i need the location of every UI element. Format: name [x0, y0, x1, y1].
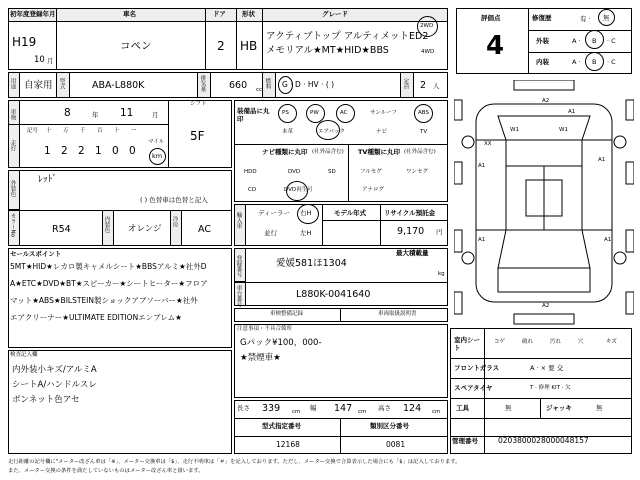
diag-a1-tl: A1	[568, 109, 576, 115]
note-line: ★禁煙車★	[240, 353, 281, 363]
interior-item: キズ	[606, 339, 617, 345]
navi-item: DVD再生可	[284, 187, 313, 193]
drive-2wd: 2WD	[420, 23, 434, 29]
ac-label: 冷房	[171, 216, 178, 227]
int-grade-b: B	[592, 58, 597, 66]
spare-label: スペアタイヤ	[454, 384, 493, 392]
plate-label: 登録番号	[235, 255, 242, 277]
hei-label: 高さ	[378, 404, 391, 412]
score-value: 4	[486, 31, 505, 61]
import-right: 右H	[300, 209, 312, 217]
digit-head: 一	[131, 128, 137, 134]
tool-label: 工具	[456, 404, 469, 412]
navi-dvd-circle	[286, 181, 308, 201]
km-unit: km	[152, 152, 163, 160]
car-diagram	[454, 80, 634, 326]
jack-value: 無	[596, 404, 603, 412]
class-value: 0081	[386, 440, 406, 449]
row2-table	[8, 72, 448, 98]
recycle-label: リサイクル預託金	[384, 209, 436, 217]
plate-value: 愛媛581ほ1304	[276, 258, 347, 269]
ext-grade-c: · C	[607, 37, 616, 45]
inspector-line: ボンネット色アセ	[12, 395, 80, 405]
odometer-digit: 2	[61, 145, 68, 157]
grade-label: グレード	[322, 10, 348, 18]
tv-item: アナログ	[362, 187, 385, 193]
digit-head: 万	[63, 128, 69, 134]
inspector-line: シートA/ハンドルスレ	[12, 380, 97, 390]
inspect-month-unit: 月	[152, 111, 159, 119]
diag-a1-bl: A1	[478, 237, 486, 243]
equip-item: ナビ	[376, 129, 388, 135]
recycle-unit: 円	[436, 228, 443, 236]
inspect-year-unit: 年	[92, 111, 99, 119]
interior-item: コゲ	[494, 339, 506, 345]
wid-label: 幅	[310, 404, 317, 412]
equip-item: PW	[310, 110, 319, 116]
odometer-digit: 0	[129, 145, 136, 157]
doors: 2	[217, 39, 225, 53]
equip-item: 本革	[282, 129, 294, 135]
odometer-digit: 0	[112, 145, 119, 157]
spare-value: T · 修理 KIT · 欠	[530, 385, 571, 391]
sales-line: 5MT★HID★レカロ製キャメルシート★BBSアルミ★社外D	[10, 262, 207, 271]
records-right: 車両取扱説明書	[378, 311, 417, 317]
ext-color-label: 外装色	[9, 180, 16, 197]
jack-label: ジャッキ	[546, 404, 572, 412]
equip-label: 装備品に丸印	[237, 107, 270, 123]
recycle-value: 9,170	[397, 226, 425, 237]
equip-item: サンルーフ	[370, 110, 397, 116]
glass-value: A · × 要 交	[530, 364, 564, 372]
navi-item: SD	[328, 169, 336, 175]
navi-item: DVD	[288, 169, 301, 175]
tv-note: (社外品含む)	[404, 149, 436, 155]
score-label: 評価点	[481, 14, 501, 22]
interior-label: 室内シート	[454, 336, 480, 353]
diag-xx: XX	[484, 141, 492, 147]
equip-item: ABS	[418, 110, 429, 116]
repair-circled: 無	[603, 14, 610, 22]
repair-value: 有 ·	[580, 15, 591, 23]
kg-unit: kg	[438, 271, 445, 277]
odometer-digit: 1	[44, 145, 51, 157]
digit-head: 千	[80, 128, 86, 134]
diag-a1-br: A1	[604, 237, 612, 243]
inspect-year: 8	[64, 107, 71, 119]
import-dealer: ディーラー	[258, 209, 290, 217]
import-left: 左H	[300, 229, 312, 237]
navi-label: ナビ種類に丸印	[262, 148, 308, 156]
len-value: 339	[262, 403, 281, 414]
reg-month-unit: 月	[47, 57, 54, 65]
tv-item: フルセグ	[360, 169, 382, 175]
tool-value: 無	[505, 404, 512, 412]
mgmt-value: 0203800028000048157	[498, 436, 589, 445]
equip-item: PS	[282, 110, 289, 116]
inspector-line: 内外装小キズ/アルミA	[12, 365, 97, 375]
sales-line: A★ETC★DVD★BT★スピーカー★シートヒーター★フロア	[10, 279, 208, 288]
int-grade-label: 内装	[536, 58, 549, 66]
diag-a2-bot: A2	[542, 303, 550, 309]
odometer-digit: 1	[95, 145, 102, 157]
ac-value: AC	[198, 224, 211, 235]
interior-item: 汚れ	[550, 339, 562, 345]
spec-label: 型式指定番号	[262, 422, 301, 430]
sales-label: セールスポイント	[10, 250, 62, 258]
interior-item: 穴	[578, 339, 584, 345]
import-label: 輸入車	[235, 212, 242, 229]
frame-label: 車台番号	[235, 285, 242, 307]
wid-unit: cm	[358, 409, 367, 415]
digit-head: 十	[46, 128, 52, 134]
shift-value: 5F	[190, 129, 205, 143]
cap-unit: 人	[433, 82, 440, 90]
type-label: 型式	[58, 78, 65, 89]
car-diagram-svg	[454, 80, 634, 326]
doors-label: ドア	[213, 10, 226, 18]
sales-line: エアクリーナー★ULTIMATE EDITIONエンブレム★	[10, 313, 182, 322]
use-label: 用途	[9, 78, 16, 89]
grade-line1: アクティブトップ アルティメットED2	[266, 31, 429, 42]
int-grade-a: A ·	[572, 58, 581, 66]
fuel-label: 燃料	[264, 78, 271, 89]
int-color-label: 内装色	[103, 216, 110, 233]
shift-label: シフト	[190, 101, 207, 107]
diag-a1-r: A1	[598, 157, 606, 163]
use-value: 自家用	[24, 80, 53, 91]
diag-a2-top: A2	[542, 98, 550, 104]
int-color: オレンジ	[128, 224, 162, 234]
ext-color-value: ﾚｯﾄﾞ	[38, 174, 58, 185]
note-line: Gパック¥100，000-	[240, 338, 322, 348]
inspector-label: 検査記入欄	[10, 352, 38, 358]
max-load-label: 最大積載量	[396, 249, 429, 257]
import-parallel: 並行	[264, 229, 277, 237]
digit-head: 百	[97, 128, 103, 134]
inspect-month: 11	[120, 107, 134, 119]
mile-unit: マイル	[148, 139, 165, 145]
odometer-digit: 2	[78, 145, 85, 157]
notes-label: 注意事項・不具合箇所	[237, 326, 293, 332]
mgmt-label: 管理番号	[452, 437, 478, 445]
tv-item: ワンセグ	[406, 169, 429, 175]
hei-unit: cm	[432, 409, 441, 415]
disp-value: 660	[229, 80, 248, 91]
cc-unit: cc	[256, 87, 263, 93]
right-h-circle	[297, 204, 319, 224]
footer-line: また、メーター交換の条件を満たしていないものはメーター改ざん車と扱います。	[8, 468, 204, 474]
ext-color-note: ( ) 色替車は色替と記入	[140, 196, 208, 204]
navi-item: CD	[248, 187, 257, 193]
car-name-label: 車名	[123, 10, 136, 18]
equip-item: TV	[420, 129, 428, 135]
car-name: コペン	[120, 40, 152, 52]
navi-note: (社外品含む)	[312, 149, 344, 155]
equip-item: エアバック	[318, 129, 346, 135]
len-label: 長さ	[237, 404, 250, 412]
header-label-row	[8, 8, 448, 22]
digit-head: 十	[114, 128, 120, 134]
sales-line: マット★ABS★BILSTEIN製ショックアブソーバー★社外	[10, 296, 198, 305]
type-value: ABA-L880K	[92, 80, 145, 91]
cap-value: 2	[420, 80, 427, 91]
memo-label: 記号	[27, 128, 39, 134]
repair-label: 修復歴	[532, 14, 552, 22]
ext-grade-b: B	[592, 37, 597, 45]
mileage-label: 走行	[9, 140, 16, 151]
inspect-label: 車検	[9, 109, 16, 120]
reg-month: 10	[34, 55, 45, 65]
first-reg-label: 初年度登録年月	[10, 10, 56, 18]
int-grade-c: · C	[607, 58, 616, 66]
len-unit: cm	[292, 409, 301, 415]
grade-line2: メモリアル★MT★HID★BBS	[266, 45, 389, 56]
wid-value: 147	[334, 403, 353, 414]
color-code: R54	[52, 224, 71, 235]
model-year-label: モデル年式	[334, 209, 367, 217]
equip-item: AC	[340, 110, 348, 116]
shape: HB	[240, 39, 258, 53]
diag-a1-l: A1	[478, 163, 486, 169]
reg-year: H19	[12, 35, 37, 49]
diag-w1-r: W1	[559, 127, 568, 133]
glass-label: フロントガラス	[454, 364, 500, 372]
cap-label: 定員	[402, 78, 409, 89]
interior-item: 破れ	[522, 339, 534, 345]
spec-value: 12168	[276, 440, 300, 449]
drive-4wd: 4WD	[421, 49, 435, 55]
class-label: 類別区分番号	[370, 422, 409, 430]
footer-line: 走行距離の記号欄に"メーター改ざん車は「※」、メーター交換車は「$」、走行不明車は「＃」を記入しております。ただし、メーター交換で合算表示した場合にも「$」は記入しております。	[8, 459, 461, 465]
disp-label: 排気量	[199, 75, 206, 92]
airbag-circle	[316, 120, 340, 140]
fuel-value: G · D · HV · ( )	[282, 80, 335, 89]
frame-value: L880K-0041640	[296, 289, 371, 300]
ext-grade-label: 外装	[536, 37, 549, 45]
navi-item: HDD	[244, 169, 257, 175]
hei-value: 124	[403, 403, 422, 414]
color-code-label: カラーNo	[9, 213, 16, 237]
diag-w1-l: W1	[510, 127, 519, 133]
shape-label: 形状	[242, 10, 255, 18]
tv-label: TV種類に丸印	[358, 148, 400, 156]
records-left: 車検整備記録	[270, 311, 304, 317]
ext-grade-a: A ·	[572, 37, 581, 45]
